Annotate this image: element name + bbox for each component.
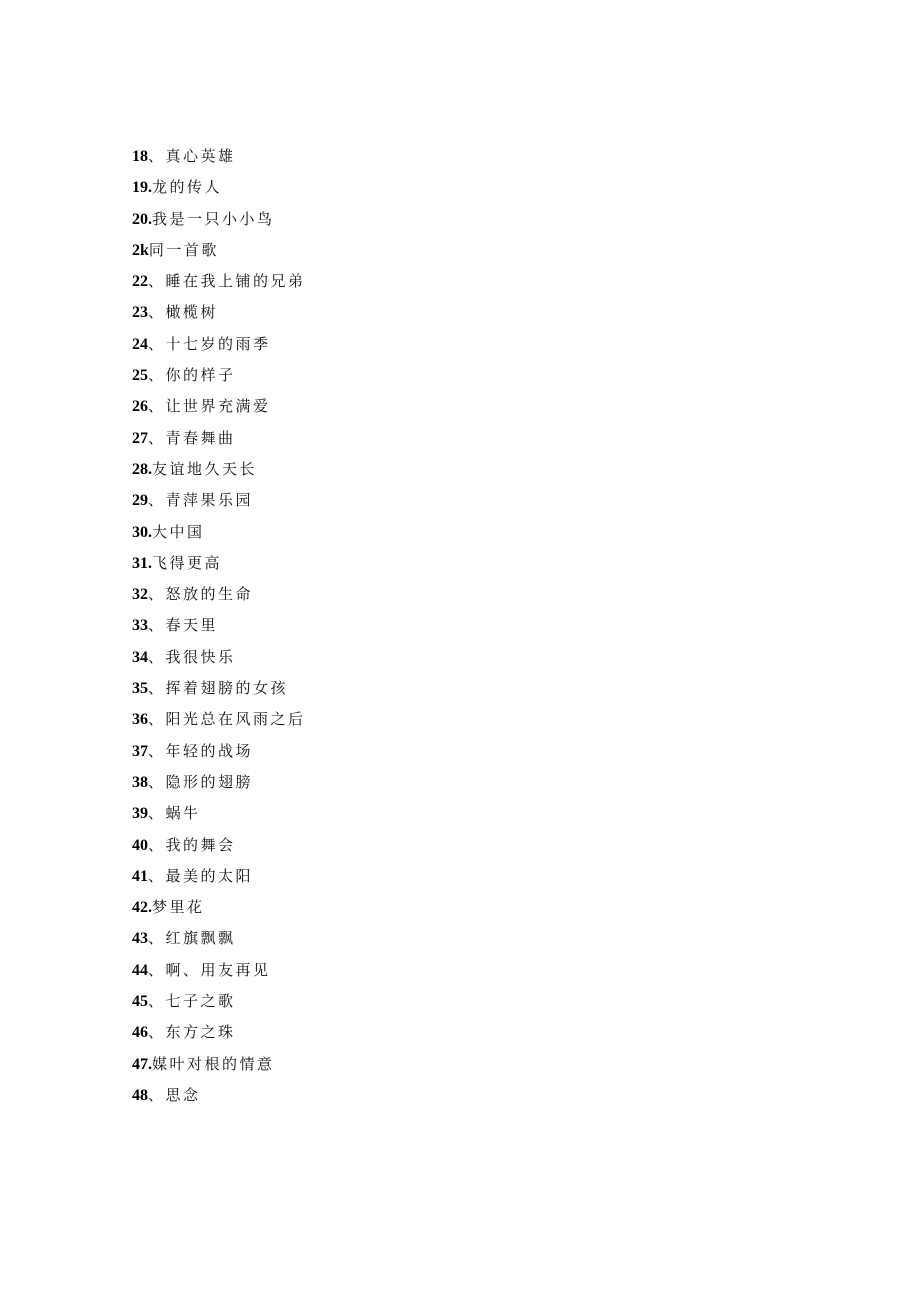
- song-title: 、春天里: [148, 616, 219, 635]
- song-title: 同一首歌: [148, 240, 219, 259]
- list-item: [132, 986, 306, 1017]
- song-title: 、阳光总在风雨之后: [148, 710, 306, 729]
- list-item: [132, 172, 306, 203]
- list-item: [132, 642, 306, 673]
- song-number: 20.: [132, 210, 152, 228]
- song-title: 、怒放的生命: [148, 585, 254, 604]
- song-title: 、红旗飘飘: [148, 929, 236, 948]
- song-number: 39: [132, 805, 148, 823]
- song-title: 梦里花: [152, 898, 205, 917]
- song-number: 42.: [132, 899, 152, 917]
- song-number: 47.: [132, 1055, 152, 1073]
- song-number: 34: [132, 648, 148, 666]
- song-number: 28.: [132, 460, 152, 478]
- list-item: [132, 329, 306, 360]
- list-item: [132, 579, 306, 610]
- list-item: [132, 736, 306, 767]
- song-number: 29: [132, 492, 148, 510]
- song-number: 36: [132, 711, 148, 729]
- song-title: 、啊、用友再见: [148, 960, 271, 979]
- list-item: [132, 1049, 306, 1080]
- song-title: 、七子之歌: [148, 992, 236, 1011]
- song-number: 33: [132, 617, 148, 635]
- song-number: 38: [132, 773, 148, 791]
- song-title: 龙的传人: [152, 178, 223, 197]
- song-title: 、我的舞会: [148, 835, 236, 854]
- song-number: 27: [132, 429, 148, 447]
- song-number: 32: [132, 586, 148, 604]
- list-item: [132, 297, 306, 328]
- song-title: 、青春舞曲: [148, 428, 236, 447]
- list-item: [132, 610, 306, 641]
- list-item: [132, 517, 306, 548]
- list-item: [132, 423, 306, 454]
- song-title: 飞得更高: [152, 553, 223, 572]
- list-item: [132, 704, 306, 735]
- song-number: 35: [132, 680, 148, 698]
- song-title: 、蜗牛: [148, 804, 201, 823]
- song-number: 45: [132, 993, 148, 1011]
- song-title: 、年轻的战场: [148, 741, 254, 760]
- song-list: [132, 141, 306, 1111]
- song-title: 、青萍果乐园: [148, 491, 254, 510]
- song-title: 、橄榄树: [148, 303, 219, 322]
- list-item: [132, 266, 306, 297]
- song-number: 40: [132, 836, 148, 854]
- song-number: 30.: [132, 523, 152, 541]
- song-title: 、隐形的翅膀: [148, 772, 254, 791]
- list-item: [132, 391, 306, 422]
- song-number: 2k: [132, 241, 149, 259]
- song-title: 、挥着翅膀的女孩: [148, 679, 289, 698]
- list-item: [132, 955, 306, 986]
- list-item: [132, 548, 306, 579]
- song-number: 31.: [132, 554, 152, 572]
- list-item: [132, 1017, 306, 1048]
- song-number: 41: [132, 867, 148, 885]
- song-number: 18: [132, 148, 148, 165]
- song-number: 19.: [132, 179, 152, 197]
- song-number: 23: [132, 304, 148, 322]
- song-number: 26: [132, 398, 148, 416]
- song-title: 、思念: [148, 1085, 201, 1104]
- list-item: [132, 235, 306, 266]
- song-title: 友谊地久天长: [152, 459, 258, 478]
- song-title: 、十七岁的雨季: [148, 334, 271, 353]
- song-number: 43: [132, 930, 148, 948]
- song-number: 46: [132, 1024, 148, 1042]
- list-item: [132, 892, 306, 923]
- list-item: [132, 485, 306, 516]
- list-item: [132, 1080, 306, 1111]
- song-title: 、让世界充满爱: [148, 397, 271, 416]
- song-title: 、睡在我上铺的兄弟: [148, 272, 306, 291]
- song-title: 、你的样子: [148, 366, 236, 385]
- song-title: 我是一只小小鸟: [152, 209, 275, 228]
- list-item: [132, 767, 306, 798]
- list-item: [132, 923, 306, 954]
- list-item: [132, 454, 306, 485]
- list-item: [132, 830, 306, 861]
- song-number: 44: [132, 961, 148, 979]
- song-number: 37: [132, 742, 148, 760]
- song-title: 大中国: [152, 522, 205, 541]
- song-title: 、东方之珠: [148, 1023, 236, 1042]
- song-number: 48: [132, 1086, 148, 1104]
- song-title: 、真心英雄: [148, 147, 236, 165]
- song-number: 25: [132, 367, 148, 385]
- list-item: [132, 141, 306, 172]
- song-title: 媒叶对根的情意: [152, 1054, 275, 1073]
- song-title: 、我很快乐: [148, 647, 236, 666]
- song-number: 22: [132, 273, 148, 291]
- song-number: 24: [132, 335, 148, 353]
- song-title: 、最美的太阳: [148, 866, 254, 885]
- list-item: [132, 798, 306, 829]
- list-item: [132, 360, 306, 391]
- list-item: [132, 861, 306, 892]
- list-item: [132, 204, 306, 235]
- list-item: [132, 673, 306, 704]
